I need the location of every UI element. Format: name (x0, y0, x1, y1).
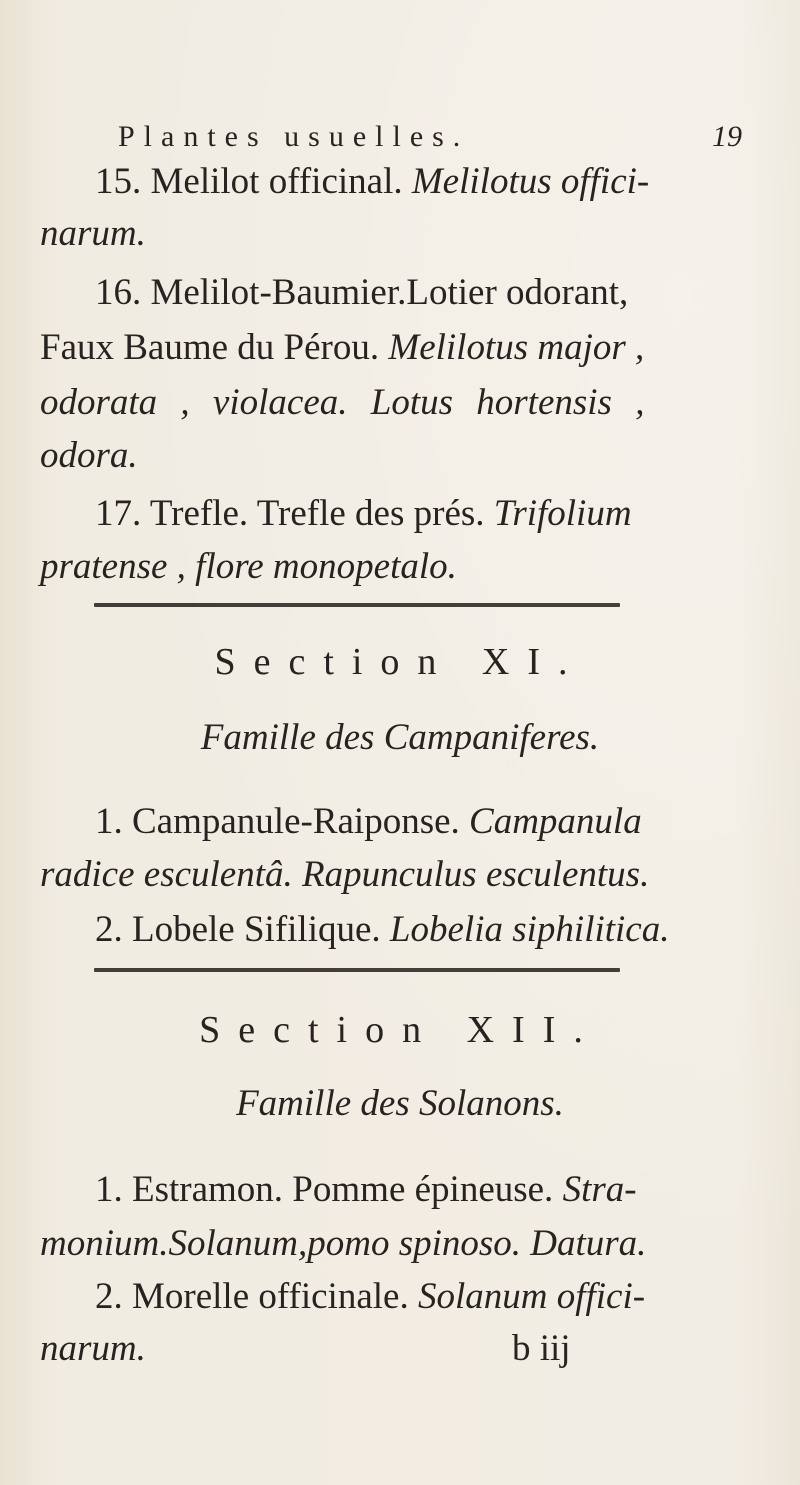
section-11-heading: Section XI. (214, 641, 586, 683)
entry-16-line-4: odora. (40, 435, 138, 476)
section-12-heading: Section XII. (199, 1009, 601, 1051)
section-12-entry-2-line-2: narum. b iij (40, 1328, 571, 1369)
section-11-entry-2: 2. Lobele Sifilique. Lobelia siphilitica. (95, 909, 670, 950)
entry-15-line-1: 15. Melilot officinal. Melilotus offici- (95, 161, 650, 202)
page-number: 19 (712, 120, 742, 153)
section-11-entry-1-line-2: radice esculentâ. Rapunculus esculentus. (40, 854, 650, 895)
signature-mark: b iij (512, 1328, 571, 1369)
entry-17-line-2: pratense , flore monopetalo. (40, 546, 457, 587)
entry-16-line-2: Faux Baume du Pérou. Melilotus major , (40, 327, 645, 368)
entry-15-line-2: narum. (40, 213, 146, 254)
entry-16-line-3: odorata , violacea. Lotus hortensis , (40, 382, 645, 423)
entry-17-line-1: 17. Trefle. Trefle des prés. Trifolium (95, 493, 632, 534)
section-divider-rule (94, 603, 620, 607)
section-12-entry-2-line-1: 2. Morelle officinale. Solanum offici- (95, 1276, 646, 1317)
section-divider-rule (94, 968, 620, 972)
running-title: Plantes usuelles. (118, 120, 470, 153)
section-12-entry-1-line-1: 1. Estramon. Pomme épineuse. Stra- (95, 1169, 637, 1210)
section-11-family: Famille des Campaniferes. (200, 717, 600, 758)
section-12-family: Famille des Solanons. (236, 1083, 564, 1124)
section-12-entry-1-line-2: monium.Solanum,pomo spinoso. Datura. (40, 1223, 647, 1264)
entry-16-line-1: 16. Melilot-Baumier.Lotier odorant, (95, 272, 629, 313)
section-11-entry-1-line-1: 1. Campanule-Raiponse. Campanula (95, 801, 642, 842)
